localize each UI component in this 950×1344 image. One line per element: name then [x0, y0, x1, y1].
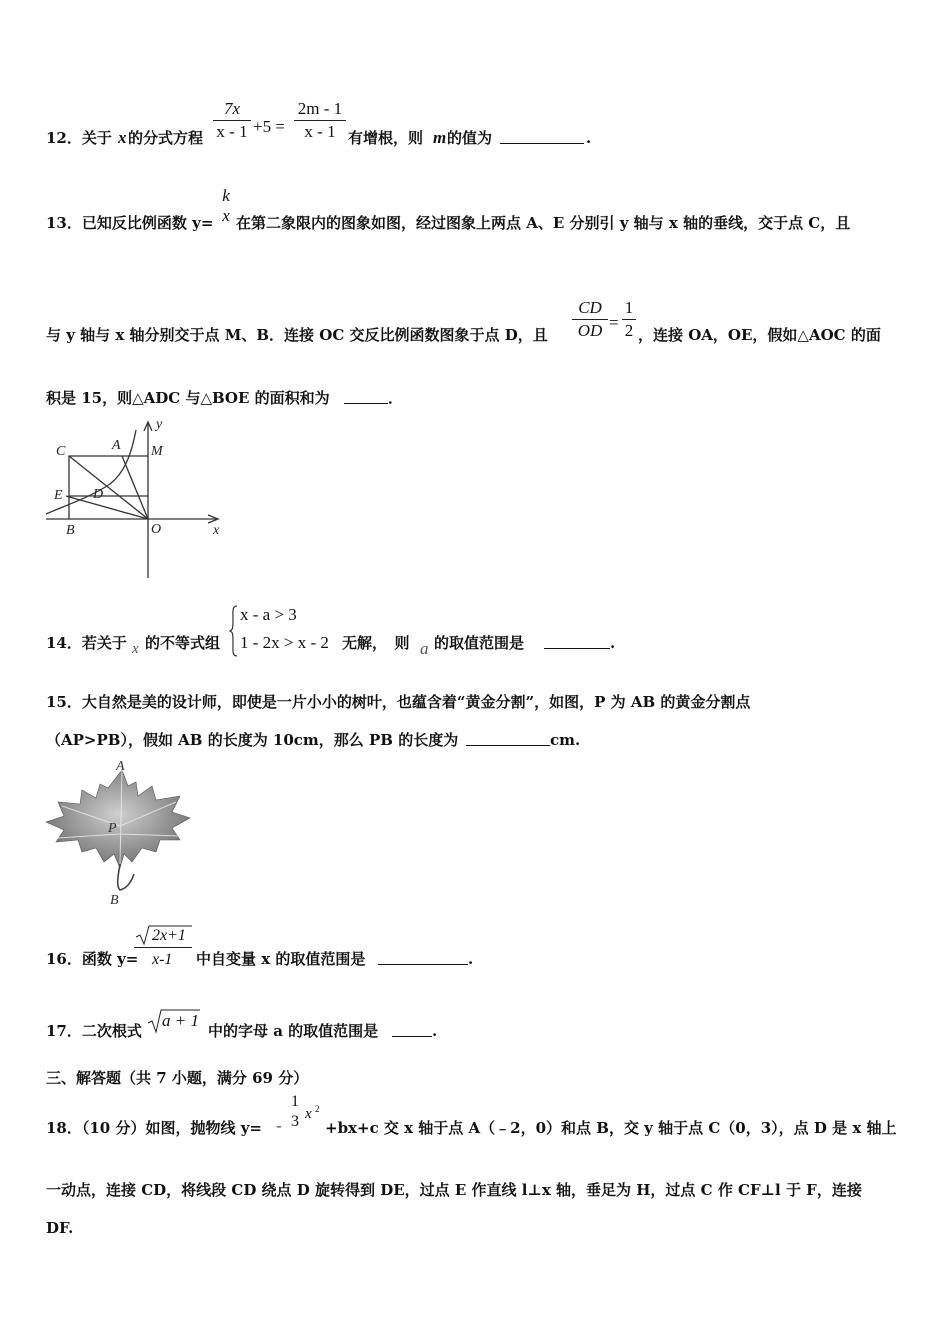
- q13-figure: [44, 418, 230, 580]
- q13-line-2b: ，连接 OA，OE，假如△AOC 的面: [638, 326, 881, 344]
- fig-label-d: D: [93, 487, 104, 502]
- q18-minus: -: [276, 1116, 282, 1135]
- q17-period: .: [432, 1022, 438, 1040]
- q14-answer-blank[interactable]: [544, 636, 610, 649]
- line-oa: [122, 456, 148, 519]
- q14-var-x: x: [132, 641, 139, 657]
- fig-label-c: C: [56, 444, 66, 459]
- q14-period: .: [610, 634, 616, 652]
- q13-cd-over-od: CD OD: [572, 298, 608, 341]
- q12-lead: 12．关于: [46, 129, 112, 147]
- leaf-stem: [118, 864, 134, 890]
- q16-text: 中自变量 x 的取值范围是: [196, 950, 366, 968]
- q14-lead: 14．若关于: [46, 634, 127, 652]
- leaf-icon: [46, 770, 190, 868]
- q13-lead: 13．已知反比例函数 y=: [46, 214, 214, 232]
- q16-answer-blank[interactable]: [378, 952, 468, 965]
- q18-exponent: 2: [315, 1104, 320, 1114]
- q18-one-third: 1 3: [291, 1093, 299, 1130]
- q18-var-x: x: [305, 1106, 312, 1122]
- q16-period: .: [468, 950, 474, 968]
- q13-one-half: 1 2: [622, 298, 636, 341]
- q12-period: .: [586, 129, 592, 147]
- q12-var-x: x: [118, 128, 127, 147]
- q17-radicand: a + 1: [162, 1011, 199, 1030]
- fig-label-a: A: [112, 438, 121, 453]
- fig-label-y: y: [156, 418, 163, 432]
- q12-text-3: 的值为: [447, 129, 493, 147]
- q15-line-2b: cm.: [550, 731, 581, 749]
- q18-line-1b: +bx+c 交 x 轴于点 A（﹣2，0）和点 B，交 y 轴于点 C（0，3），点 D 是 x 轴上: [325, 1119, 897, 1137]
- q16-numerator: 2x+1: [152, 927, 186, 944]
- line-oc: [69, 456, 148, 519]
- q14-text: 的不等式组: [145, 634, 221, 652]
- line-oe: [66, 496, 148, 519]
- q13-line-1: 在第二象限内的图象如图，经过图象上两点 A、E 分别引 y 轴与 x 轴的垂线，交于点 C，且: [236, 214, 851, 232]
- q15-answer-blank[interactable]: [466, 733, 550, 746]
- q18-line-3: DF.: [46, 1219, 74, 1237]
- q13-k-over-x: k x: [222, 186, 230, 225]
- q17-lead: 17．二次根式: [46, 1022, 142, 1040]
- q14-brace: [229, 605, 239, 657]
- q15-line-2a: （AP>PB），假如 AB 的长度为 10cm，那么 PB 的长度为: [46, 731, 459, 749]
- q17-text: 中的字母 a 的取值范围是: [208, 1022, 379, 1040]
- fig-label-x: x: [213, 523, 220, 538]
- q14-inequality-2: 1 - 2x > x - 2: [240, 633, 329, 652]
- q13-equals: =: [609, 313, 619, 332]
- q13-line-3: 积是 15，则△ADC 与△BOE 的面积和为: [46, 389, 330, 407]
- section-3-title: 三、解答题（共 7 小题，满分 69 分）: [46, 1069, 309, 1087]
- q12-fraction-1: 7x x - 1: [213, 99, 251, 142]
- q13-answer-blank[interactable]: [344, 391, 388, 404]
- q18-line-2: 一动点，连接 CD，将线段 CD 绕点 D 旋转得到 DE，过点 E 作直线 l⊥x 轴，垂足为 H，过点 C 作 CF⊥l 于 F，连接: [46, 1181, 862, 1199]
- q14-text-3: 的取值范围是: [434, 634, 525, 652]
- q13-period: ．: [388, 389, 404, 407]
- q14-text-2: 无解， 则: [342, 634, 410, 652]
- fig-label-e: E: [54, 488, 63, 503]
- q17-answer-blank[interactable]: [392, 1024, 432, 1037]
- q13-line-2a: 与 y 轴与 x 轴分别交于点 M、B．连接 OC 交反比例函数图象于点 D，且: [46, 326, 548, 344]
- fig-label-b: B: [66, 523, 75, 538]
- q12-text: 的分式方程: [128, 129, 204, 147]
- q14-var-a: a: [420, 639, 429, 658]
- q14-inequality-1: x - a > 3: [240, 605, 297, 624]
- q12-text-2: 有增根，则: [348, 129, 424, 147]
- fig-label-o: O: [151, 522, 162, 537]
- q15-maple-leaf-figure: [44, 756, 196, 908]
- q16-lead: 16．函数 y=: [46, 950, 139, 968]
- fig-label-m: M: [151, 444, 163, 459]
- q12-plus-five: +5 =: [253, 117, 285, 136]
- fig-label-b: B: [110, 893, 119, 908]
- q12-var-m: m: [433, 128, 447, 147]
- q12-answer-blank[interactable]: [500, 131, 584, 144]
- q16-denominator: x-1: [152, 951, 173, 968]
- fig-label-a: A: [116, 759, 125, 774]
- q18-lead: 18．（10 分）如图，抛物线 y=: [46, 1119, 262, 1137]
- fig-label-p: P: [108, 821, 117, 836]
- q15-line-1: 15．大自然是美的设计师，即使是一片小小的树叶，也蕴含着“黄金分割”，如图，P 为 AB 的黄金分割点: [46, 693, 751, 711]
- q12-fraction-2: 2m - 1 x - 1: [294, 99, 346, 142]
